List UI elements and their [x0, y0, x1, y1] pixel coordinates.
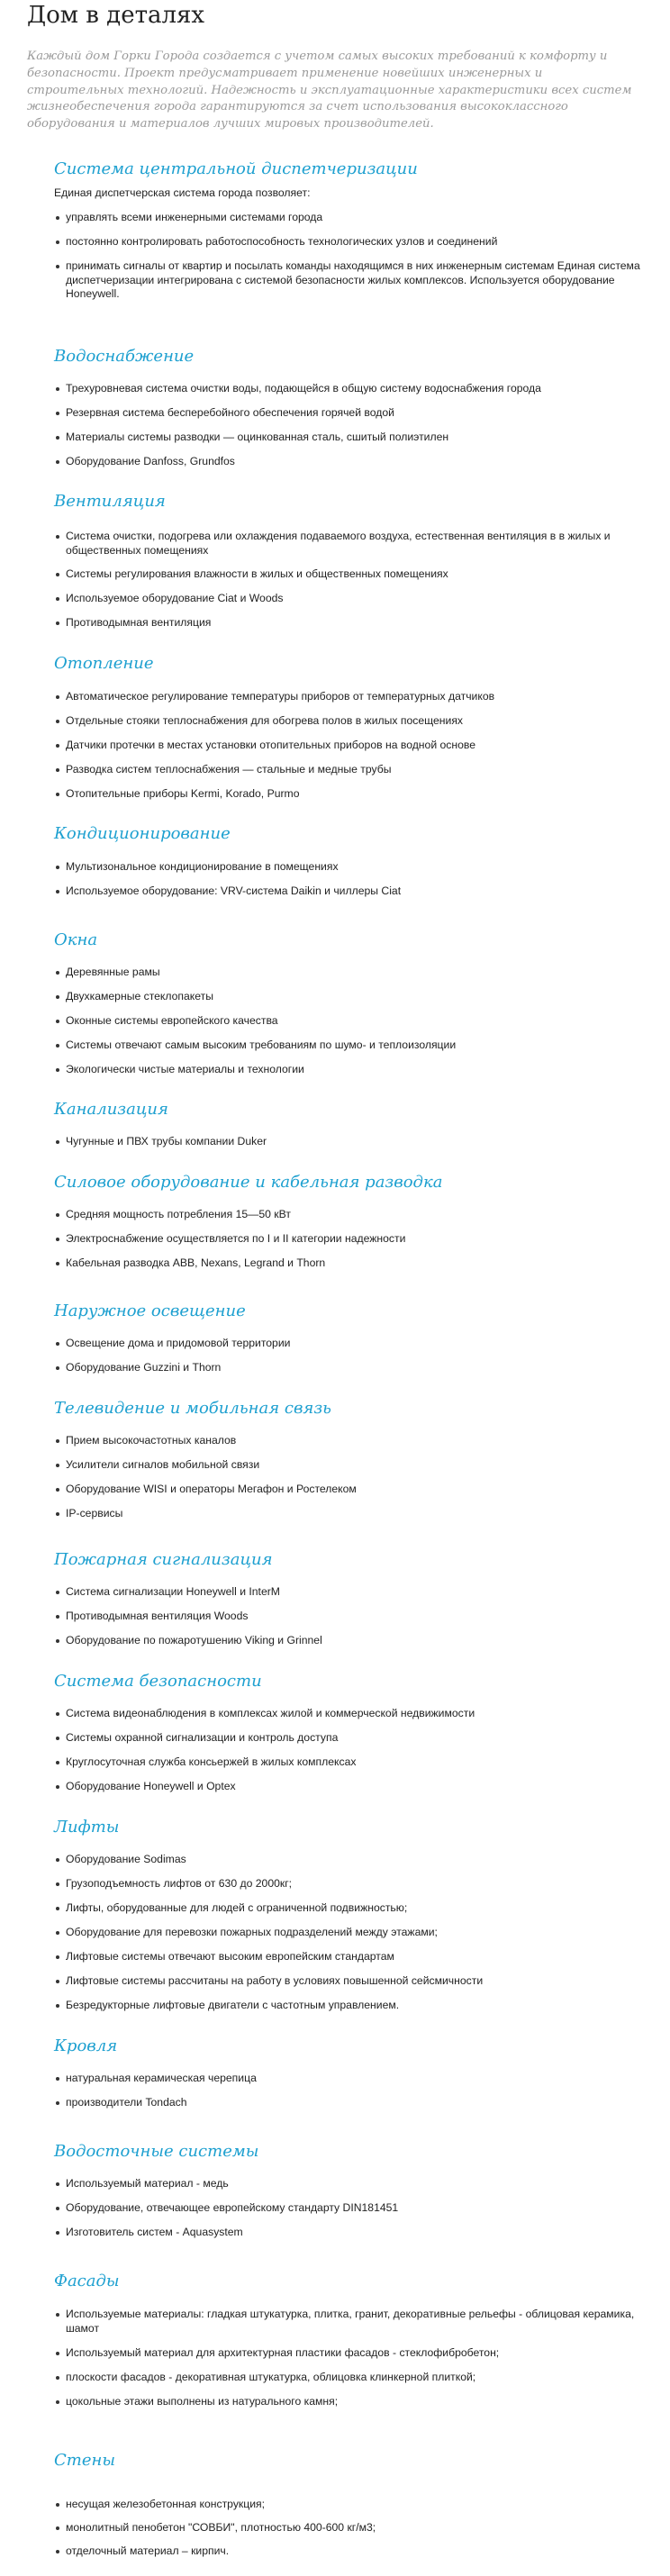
- list-item: Чугунные и ПВХ трубы компании Duker: [54, 1135, 648, 1149]
- list-item: Безредукторные лифтовые двигатели с частотным управлением.: [54, 1999, 648, 2013]
- list-item: отделочный материал – кирпич.: [54, 2544, 648, 2559]
- list-item: Мультизональное кондиционирование в помещениях: [54, 860, 648, 875]
- list-item: Оконные системы европейского качества: [54, 1014, 648, 1029]
- list-item: производители Tondach: [54, 2096, 648, 2110]
- list-item: Резервная система бесперебойного обеспечения горячей водой: [54, 406, 648, 421]
- list-item: Кабельная разводка ABB, Nexans, Legrand и Thorn: [54, 1256, 648, 1271]
- section-heading: Стены: [54, 2451, 116, 2470]
- section-heading: Отопление: [54, 654, 154, 673]
- list-item: Электроснабжение осуществляется по I и II категории надежности: [54, 1232, 648, 1247]
- list-item: натуральная керамическая черепица: [54, 2072, 648, 2086]
- list-item: Отдельные стояки теплоснабжения для обогрева полов в жилых посещениях: [54, 714, 648, 729]
- list-item: Прием высокочастотных каналов: [54, 1434, 648, 1448]
- list-item: Материалы системы разводки — оцинкованная сталь, сшитый полиэтилен: [54, 431, 648, 445]
- list-item: IP-сервисы: [54, 1507, 648, 1521]
- list-item: Лифтовые системы рассчитаны на работу в условиях повышенной сейсмичности: [54, 1974, 648, 1989]
- intro-text: Каждый дом Горки Города создается с учетом самых высоких требований к комфорту и безопасности. Проект предусматривает применение новейших инженерных и строительных технологий. Надежность и эксплуатационные характеристики всех систем жизнеобеспечения города гарантируются за счет использования высококлассного оборудования и материалов лучших мировых производителей.: [27, 50, 632, 132]
- list-item: Изготовитель систем - Aquasystem: [54, 2226, 648, 2240]
- section-heading: Система центральной диспетчеризации: [54, 159, 418, 178]
- list-item: Разводка систем теплоснабжения — стальные и медные трубы: [54, 763, 648, 777]
- section-heading: Водоснабжение: [54, 347, 195, 366]
- list-item: Средняя мощность потребления 15—50 кВт: [54, 1208, 648, 1222]
- list-item: плоскости фасадов - декоративная штукатурка, облицовка клинкерной плиткой;: [54, 2371, 648, 2385]
- list-item: Системы охранной сигнализации и контроль доступа: [54, 1731, 648, 1746]
- list-item: Лифтовые системы отвечают высоким европейским стандартам: [54, 1950, 648, 1964]
- list-item: Отопительные приборы Kermi, Korado, Purmo: [54, 787, 648, 802]
- list-item: Экологически чистые материалы и технологии: [54, 1063, 648, 1077]
- list-item: Оборудование Guzzini и Thorn: [54, 1361, 648, 1375]
- section-heading: Наружное освещение: [54, 1302, 246, 1320]
- section-heading: Окна: [54, 930, 98, 949]
- list-item: Системы отвечают самым высоким требованиям по шумо- и теплоизоляции: [54, 1039, 648, 1053]
- list-item: Оборудование по пожаротушению Viking и Grinnel: [54, 1634, 648, 1648]
- section-heading: Вентиляция: [54, 492, 166, 511]
- section-heading: Пожарная сигнализация: [54, 1550, 273, 1569]
- section-heading: Водосточные системы: [54, 2142, 259, 2161]
- section-heading: Кондиционирование: [54, 824, 231, 843]
- list-item: Система очистки, подогрева или охлаждения подаваемого воздуха, естественная вентиляция в в жилых и общественных помещениях: [54, 530, 648, 558]
- section-text: Единая диспетчерская система города позволяет:: [54, 186, 311, 199]
- list-item: Круглосуточная служба консьержей в жилых комплексах: [54, 1755, 648, 1770]
- list-item: Противодымная вентиляция Woods: [54, 1610, 648, 1624]
- list-item: принимать сигналы от квартир и посылать команды находящимся в них инженерным системам Единая система диспетчеризации интегрирована с системой безопасности жилых комплексов. Используется оборудование Honeywell.: [54, 259, 648, 302]
- list-item: Оборудование, отвечающее европейскому стандарту DIN181451: [54, 2201, 648, 2216]
- list-item: Оборудование Sodimas: [54, 1853, 648, 1867]
- section-heading: Система безопасности: [54, 1672, 262, 1691]
- list-item: Автоматическое регулирование температуры приборов от температурных датчиков: [54, 690, 648, 704]
- list-item: Используемый материал - медь: [54, 2177, 648, 2191]
- list-item: Используемое оборудование Ciat и Woods: [54, 592, 648, 606]
- list-item: монолитный пенобетон "СОВБИ", плотностью 400-600 кг/м3;: [54, 2521, 648, 2535]
- list-item: Трехуровневая система очистки воды, подающейся в общую систему водоснабжения города: [54, 382, 648, 396]
- list-item: управлять всеми инженерными системами города: [54, 211, 648, 225]
- page-title: Дом в деталях: [27, 2, 205, 29]
- list-item: Оборудование Honeywell и Optex: [54, 1780, 648, 1794]
- list-item: Деревянные рамы: [54, 966, 648, 980]
- list-item: Оборудование WISI и операторы Мегафон и Ростелеком: [54, 1483, 648, 1497]
- section-heading: Фасады: [54, 2272, 120, 2290]
- list-item: Система сигнализации Honeywell и InterM: [54, 1585, 648, 1600]
- list-item: цокольные этажи выполнены из натурального камня;: [54, 2395, 648, 2409]
- list-item: Двухкамерные стеклопакеты: [54, 990, 648, 1004]
- list-item: Система видеонаблюдения в комплексах жилой и коммерческой недвижимости: [54, 1707, 648, 1721]
- list-item: Грузоподъемность лифтов от 630 до 2000кг;: [54, 1877, 648, 1891]
- section-heading: Канализация: [54, 1100, 168, 1119]
- section-heading: Кровля: [54, 2036, 118, 2055]
- list-item: Датчики протечки в местах установки отопительных приборов на водной основе: [54, 739, 648, 753]
- list-item: Используемые материалы: гладкая штукатурка, плитка, гранит, декоративные рельефы - облицовая керамика, шамот: [54, 2308, 648, 2336]
- list-item: Оборудование для перевозки пожарных подразделений между этажами;: [54, 1926, 648, 1940]
- list-item: постоянно контролировать работоспособность технологических узлов и соединений: [54, 235, 648, 249]
- list-item: Оборудование Danfoss, Grundfos: [54, 455, 648, 469]
- section-heading: Лифты: [54, 1818, 120, 1837]
- list-item: Усилители сигналов мобильной связи: [54, 1458, 648, 1473]
- list-item: Противодымная вентиляция: [54, 616, 648, 630]
- section-heading: Силовое оборудование и кабельная разводка: [54, 1173, 443, 1192]
- list-item: Используемое оборудование: VRV-система Daikin и чиллеры Ciat: [54, 884, 648, 899]
- list-item: несущая железобетонная конструкция;: [54, 2498, 648, 2512]
- list-item: Лифты, оборудованные для людей с ограниченной подвижностью;: [54, 1901, 648, 1916]
- list-item: Освещение дома и придомовой территории: [54, 1337, 648, 1351]
- list-item: Используемый материал для архитектурная пластики фасадов - стеклофибробетон;: [54, 2346, 648, 2361]
- list-item: Системы регулирования влажности в жилых и общественных помещениях: [54, 567, 648, 582]
- section-heading: Телевидение и мобильная связь: [54, 1399, 331, 1418]
